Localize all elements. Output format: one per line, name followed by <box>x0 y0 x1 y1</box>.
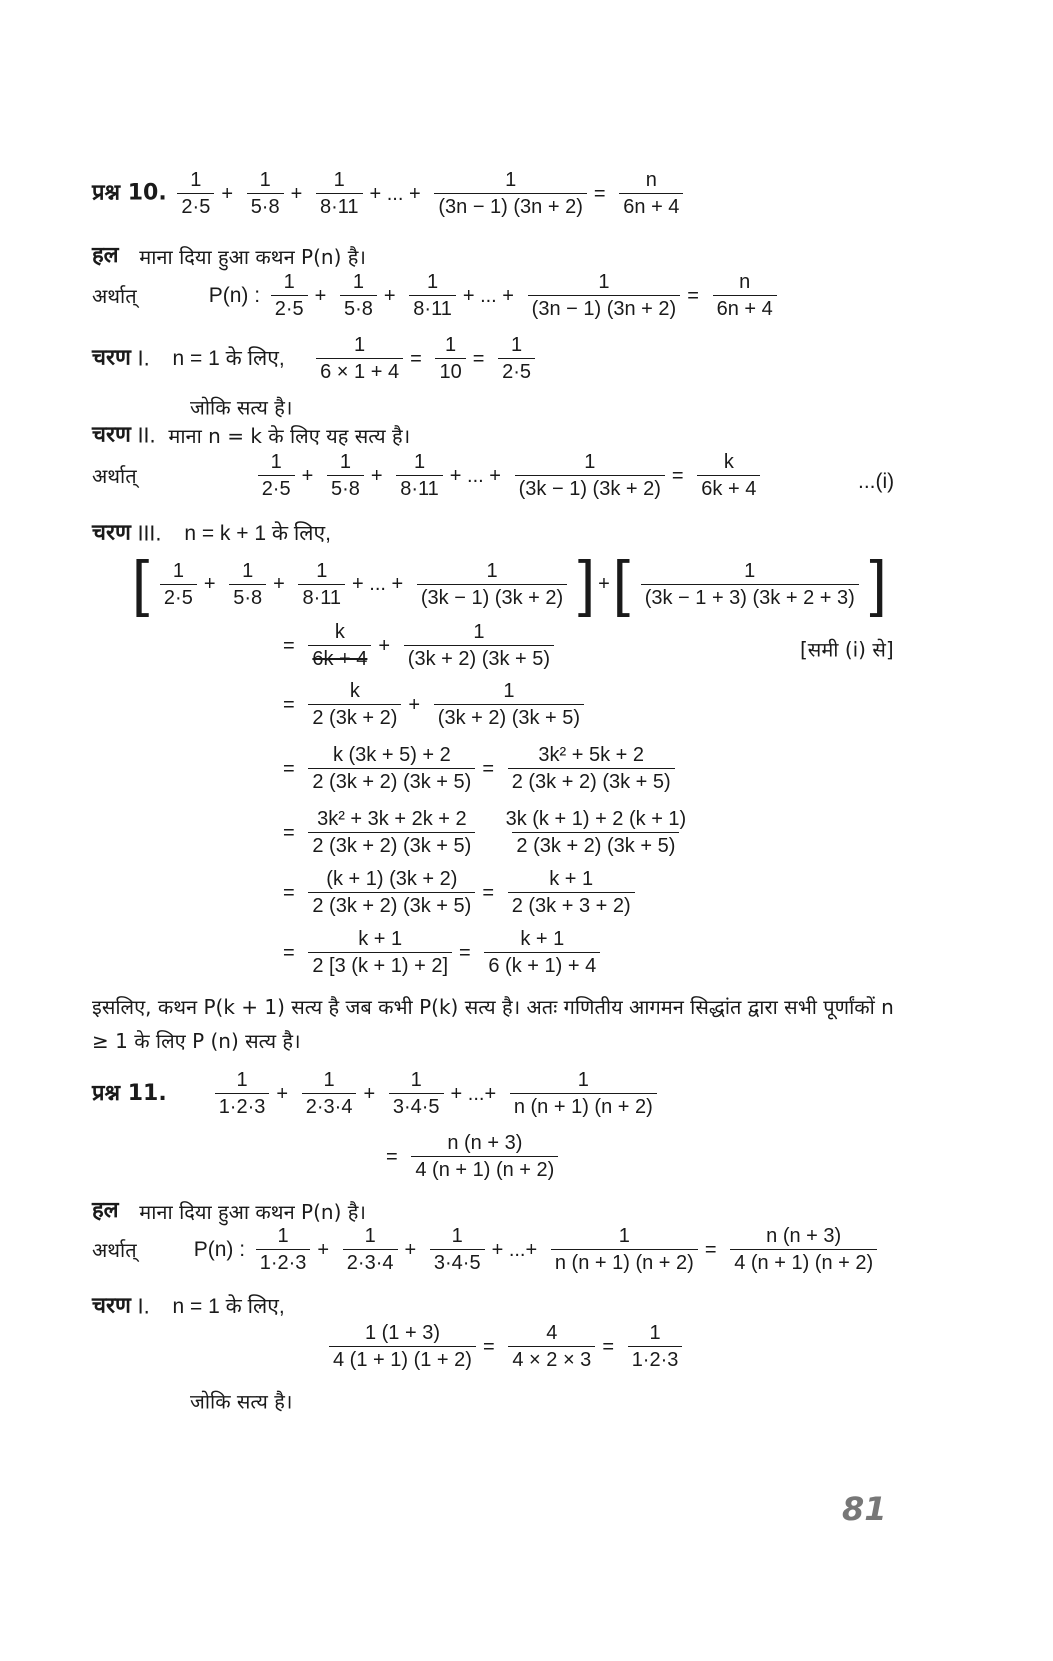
derivation-line-1: = $\frac{k}{6k + 4}$ + $\frac{1}{(3k + 2) (3k + 5)}$ <box>280 622 558 669</box>
derivation-line-3: = $\frac{k (3k + 5) + 2}{2 (3k + 2) (3k + 5)}$ = $\frac{\text{3k² + 5k + 2}}{2 (3k + 2) (3k + 5)}$ <box>280 745 679 792</box>
step-1-equation: $\frac{1 (1 + 3)}{4 (1 + 1) (1 + 2)}$ = $\frac{4}{4 \times 2 \times 3}$ = $\frac{1}{1\cdot 2\cdot 3}$ <box>325 1323 686 1370</box>
solution-heading: हल माना दिया हुआ कथन P(n) है। <box>92 243 366 269</box>
derivation-line-4: = $\frac{\text{3k² + 3k + 2k + 2}}{2 (3k + 2) (3k + 5)}$ $\frac{3k (k + 1) + 2 (k + 1)}{2 (3k + 2) (3k + 5)}$ <box>283 808 687 857</box>
step-1: चरण I. n = 1 के लिए, $\frac{1}{6 \times 1 + 4}$ = $\frac{1}{10}$ = $\frac{1}{2\cdot 5}$ <box>92 335 539 382</box>
derivation-line-2: = $\frac{k}{2 (3k + 2)}$ + $\frac{1}{(3k + 2) (3k + 5)}$ <box>280 681 588 728</box>
step-3-bracket-line: [ $\frac{1}{2\cdot 5}$ + $\frac{1}{5\cdot 8}$ + $\frac{1}{8\cdot 11}$ + ... + $\frac{1}{(3k - 1) (3k + 2)}$ ] +[ $\frac{1}{(3k - 1 + 3) (3k + 2 + 3)}$ ] <box>132 549 887 618</box>
step-1: चरण I. n = 1 के लिए, <box>92 1293 285 1319</box>
derivation-line-5: = $\frac{(k + 1) (3k + 2)}{2 (3k + 2) (3k + 5)}$ = $\frac{k + 1}{2 (3k + 3 + 2)}$ <box>280 869 639 916</box>
true-statement: जोकि सत्य है। <box>190 395 293 420</box>
question-10: प्रश्न 10. $\frac{1}{2\cdot 5}$ + $\frac{1}{5\cdot 8}$ + $\frac{1}{8\cdot 11}$ + ... + $\frac{1}{(3n - 1) (3n + 2)}$ = $\frac{n}{6n + 4}$ <box>92 170 687 217</box>
fraction: $\frac{n}{6n + 4}$ <box>619 170 683 217</box>
question-11: प्रश्न 11. $\frac{1}{1\cdot 2\cdot 3}$ + $\frac{1}{2\cdot 3\cdot 4}$ + $\frac{1}{3\cdot 4\cdot 5}$ + ...+ $\frac{1}{n (n + 1) (n + 2)}$ <box>92 1070 661 1117</box>
question-label: प्रश्न 10. <box>92 180 167 206</box>
step-3: चरण III. n = k + 1 के लिए, <box>92 520 331 546</box>
conclusion-paragraph: इसलिए, कथन P(k + 1) सत्य है जब कभी P(k) सत्य है। अतः गणितीय आगमन सिद्धांत द्वारा सभी पूर्णांकों n ≥ 1 के लिए P (n) सत्य है। <box>92 995 894 1053</box>
equation-note: [समी (i) से] <box>800 637 894 662</box>
fraction: $\frac{1}{8\cdot 11}$ <box>316 170 363 217</box>
solution-heading: हल माना दिया हुआ कथन P(n) है। <box>92 1198 366 1224</box>
step-2: चरण II. माना n = k के लिए यह सत्य है। <box>92 422 411 448</box>
question-label: प्रश्न 11. <box>92 1080 167 1106</box>
statement-pn: अर्थात् P(n) : $\frac{1}{2\cdot 5}$ + $\frac{1}{5\cdot 8}$ + $\frac{1}{8\cdot 11}$ + ... + $\frac{1}{(3n - 1) (3n + 2)}$ = $\frac{n}{6n + 4}$ <box>92 272 781 319</box>
fraction: $\frac{1}{(3n - 1) (3n + 2)}$ <box>434 170 587 217</box>
step-2-equation: अर्थात् $\frac{1}{2\cdot 5}$ + $\frac{1}{5\cdot 8}$ + $\frac{1}{8\cdot 11}$ + ... + $\frac{1}{(3k - 1) (3k + 2)}$ = $\frac{k}{6k + 4}$ <box>92 452 764 499</box>
question-11-rhs: = $\frac{n (n + 3)}{4 (n + 1) (n + 2)}$ <box>383 1133 562 1180</box>
true-statement: जोकि सत्य है। <box>190 1389 293 1414</box>
fraction: $\frac{1}{5\cdot 8}$ <box>247 170 284 217</box>
equation-ref: ...(i) <box>858 470 895 493</box>
statement-pn: अर्थात् P(n) : $\frac{1}{1\cdot 2\cdot 3}$ + $\frac{1}{2\cdot 3\cdot 4}$ + $\frac{1}{3\cdot 4\cdot 5}$ + ...+ $\frac{1}{n (n + 1) (n + 2)}$ = $\frac{n (n + 3)}{4 (n + 1) (n + 2)}$ <box>92 1226 881 1273</box>
fraction: $\frac{1}{2\cdot 5}$ <box>177 170 214 217</box>
derivation-line-6: = $\frac{k + 1}{2 [3 (k + 1) + 2]}$ = $\frac{k + 1}{6 (k + 1) + 4}$ <box>280 929 604 976</box>
page-number: 81 <box>842 1490 887 1528</box>
